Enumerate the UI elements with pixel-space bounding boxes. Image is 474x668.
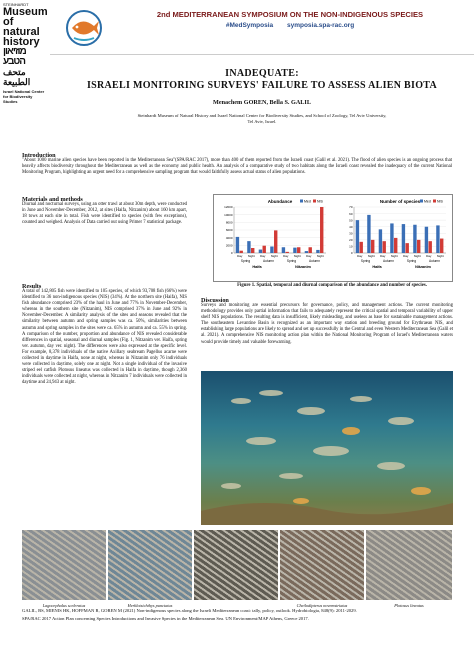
bar-nis xyxy=(383,241,386,253)
results-heading: Results xyxy=(22,283,42,290)
photo-caption: Plotosus lineatus xyxy=(394,603,424,608)
underwater-fish-photo xyxy=(201,371,453,525)
chart-title: Number of species xyxy=(379,199,421,204)
photo-cheilodipterus xyxy=(280,530,364,600)
x-tick-label: Day xyxy=(306,254,312,258)
x-tick-label: Day xyxy=(426,254,432,258)
bar-nis xyxy=(320,207,323,253)
y-tick-label: 0 xyxy=(230,251,233,256)
photo-caption: Lagocephalus sceleratus xyxy=(42,603,86,608)
x-tick-label: Night xyxy=(367,254,375,258)
x-tick-label: Night xyxy=(316,254,324,258)
photo-caption: Cheilodipterus novemstriatus xyxy=(296,603,348,608)
references xyxy=(22,608,452,624)
bar-nis xyxy=(251,248,254,253)
bar-med xyxy=(270,246,273,253)
legend-swatch xyxy=(300,200,303,203)
x-tick-label: Night xyxy=(413,254,421,258)
y-tick-label: 30 xyxy=(349,231,353,236)
introduction-text: "About 1000 marine alien species have been reported in the Mediterranean Sea"(SPA/RAC 2017), more than 400 of them reported from the Israeli coast (Galil et al. 2021). The flood of alien species is an ongoing process that heavily affects biodiversity throughout the Mediterranean as well as the economy and public health. An analysis of a comparative study of two habitats along the Israeli coast revealed the inadequacy of the current National Monitoring Program, highlighting an urgent need for a comprehensive sampling program that would faithfully assess actual status of alien populations. xyxy=(22,158,452,176)
season-label: Spring xyxy=(360,259,371,263)
bar-nis xyxy=(263,246,266,253)
site-label: Haifa xyxy=(372,265,382,269)
bar-med xyxy=(282,247,285,253)
photo-plotosus xyxy=(366,530,452,600)
photo-herklotsichthys xyxy=(108,530,192,600)
photo-lagocephalus xyxy=(22,530,106,600)
symposium-title: 2nd MEDITERRANEAN SYMPOSIUM ON THE NON-INDIGENOUS SPECIES xyxy=(156,10,424,19)
legend-label: NIS xyxy=(317,199,323,204)
bar-nis xyxy=(406,243,409,253)
site-label: Haifa xyxy=(252,265,262,269)
website-link[interactable]: symposia.spa-rac.org xyxy=(286,22,355,29)
bar-med xyxy=(390,223,393,253)
bar-nis xyxy=(440,239,443,253)
legend-label: Med xyxy=(304,199,311,204)
chart-title: Abundance xyxy=(267,199,293,204)
bar-nis xyxy=(429,241,432,253)
legend-swatch xyxy=(313,200,316,203)
reference-item: SPA/RAC 2017 Action Plan concerning Species Introductions and Invasive Species in the Mediterranean Sea. UN Environment/MAP Athens, Greece 2017. xyxy=(22,616,309,621)
bar-med xyxy=(367,215,370,253)
poster-title-line2: ISRAELI MONITORING SURVEYS' FAILURE TO ASSESS ALIEN BIOTA xyxy=(86,80,438,91)
y-tick-label: 70 xyxy=(349,205,353,210)
x-tick-label: Night xyxy=(390,254,398,258)
season-label: Autumn xyxy=(309,259,320,263)
y-tick-label: 20 xyxy=(349,238,353,243)
legend-swatch xyxy=(433,200,436,203)
x-tick-label: Day xyxy=(357,254,363,258)
bar-med xyxy=(316,250,319,253)
hashtag-link[interactable]: #MedSymposia xyxy=(225,22,274,29)
photo-caption: Herklotsichthys punctatus xyxy=(127,603,173,608)
bar-nis xyxy=(371,240,374,253)
y-tick-label: 6000 xyxy=(225,228,233,233)
x-tick-label: Night xyxy=(436,254,444,258)
bar-nis xyxy=(297,247,300,253)
bar-nis xyxy=(394,238,397,253)
reference-item: GALIL, BS, MIENIS HK, HOFFMAN R, GOREN M (2021) Non-indigenous species along the Israeli Mediterranean coast: tally, policy, outlook. Hydrobiologia, 848(9): 2011-2029. xyxy=(22,608,357,613)
poster-title-line1: INADEQUATE: xyxy=(225,68,299,79)
figure-caption: Figure 1. Spatial, temporal and diurnal comparison of the abundance and number of species. xyxy=(237,283,427,288)
season-label: Spring xyxy=(240,259,251,263)
bar-nis xyxy=(360,242,363,253)
legend-label: Med xyxy=(424,199,431,204)
y-tick-label: 2000 xyxy=(225,243,233,248)
symposium-links xyxy=(110,22,470,29)
affiliation: Steinhardt Museum of Natural History and Israel National Center for Biodiversity Studies, and School of Zoology, Tel Aviv University, Tel Aviv, Israel. xyxy=(137,113,387,124)
x-tick-label: Day xyxy=(283,254,289,258)
photo-catch xyxy=(194,530,278,600)
bar-med xyxy=(436,225,439,253)
species-photos xyxy=(22,530,452,608)
introduction-heading: Introduction xyxy=(22,152,56,159)
y-tick-label: 4000 xyxy=(225,235,233,240)
figure-1-svg xyxy=(214,195,452,281)
bar-med xyxy=(247,241,250,253)
bar-nis xyxy=(309,247,312,253)
bar-med xyxy=(305,251,308,253)
x-tick-label: Day xyxy=(380,254,386,258)
site-label: Nitzanim xyxy=(295,265,311,269)
bar-med xyxy=(379,229,382,253)
y-tick-label: 50 xyxy=(349,218,353,223)
discussion-heading: Discussion xyxy=(201,297,229,304)
x-tick-label: Night xyxy=(247,254,255,258)
bar-med xyxy=(402,224,405,253)
header-divider xyxy=(50,54,474,55)
materials-text: Diurnal and nocturnal surveys, using an otter trawl at about 30m depth, were conducted in June and November-December, 2012, at sites (Haifa, Nitzanim) about 160 km apart, 18 tows at each site in total. Fish were identified to species (with few exceptions), counted and weighed. Analysis of Data carried out using Primer 7 statistical package. xyxy=(22,202,187,226)
museum-logo: STEINHARDT Museum of natural history מוזיאון הטבע متحف الطبيعة Israel National Center for Biodiversity Studies xyxy=(3,2,48,104)
authors: Menachem GOREN, Bella S. GALIL xyxy=(213,99,311,106)
y-tick-label: 10000 xyxy=(224,212,233,217)
bar-med xyxy=(236,237,239,253)
x-tick-label: Night xyxy=(293,254,301,258)
materials-heading: Materials and methods xyxy=(22,196,83,203)
site-label: Nitzanim xyxy=(415,265,431,269)
season-label: Spring xyxy=(406,259,417,263)
bar-med xyxy=(425,227,428,253)
bar-nis xyxy=(274,230,277,253)
x-tick-label: Night xyxy=(270,254,278,258)
bar-nis xyxy=(417,240,420,253)
bar-med xyxy=(293,248,296,253)
bar-nis xyxy=(240,251,243,253)
y-tick-label: 12000 xyxy=(224,205,233,210)
symposium-fish-logo-icon xyxy=(64,8,104,48)
bar-med xyxy=(259,250,262,253)
x-tick-label: Day xyxy=(260,254,266,258)
season-label: Spring xyxy=(286,259,297,263)
results-text: A total of 142,805 fish were identified to 105 species, of which 93,708 fish (66%) were identified to 36 non-indigenous species (NIS) (34%). At the northern site (Haifa), NIS fish abundance comprised 23% of the haul in June and 77% in November-December, whereas in the southern site (Nitzanim), NIS comprised 37% in June and 92% in November-December. A similarity analysis of the sites and seasons revealed that the similarity between autumn and spring samples was ca. 50%, similarities between autumn and spring samples in the sites were ca. 65% in autumn and ca. 55% in spring. A comparison of the number, proportion and abundance of NIS revealed considerable differences in spatial, seasonal and diurnal samples (Fig. 1, Nitzanim ver. Haifa, spring ver. autumn, day ver. night). The differences were also expressed at the specific level. For example, 8,378 individuals of the native Axillary seabream Pagellus acarne were collected in daytime in Haifa, none at night, whereas in Nitzanim only 76 individuals were collected in daytime, solely one at night. Not a single individual of the invasive striped eel catfish Plotosus lineatus was collected in Haifa in daytime, though 2,360 individuals were collected at night, whereas in Nitzanim 7 individuals were collected in daytime and 24,943 at night. xyxy=(22,289,187,386)
season-label: Autumn xyxy=(429,259,440,263)
season-label: Autumn xyxy=(383,259,394,263)
y-tick-label: 40 xyxy=(349,224,353,229)
season-label: Autumn xyxy=(263,259,274,263)
legend-swatch xyxy=(420,200,423,203)
y-tick-label: 0 xyxy=(350,251,353,256)
y-tick-label: 8000 xyxy=(225,220,233,225)
bar-nis xyxy=(286,252,289,253)
x-tick-label: Day xyxy=(403,254,409,258)
x-tick-label: Day xyxy=(237,254,243,258)
y-tick-label: 10 xyxy=(349,244,353,249)
y-tick-label: 60 xyxy=(349,211,353,216)
figure-1-chart xyxy=(213,194,453,282)
discussion-text: Surveys and monitoring are essential precursors for governance, policy, and management actions. The current monitoring methodology provides only partial information that fails to adequately represent the critical spatial and temporal variability of upper shelf NIS populations. The resulting data is insufficient, likely misleading, and useless as base for sustainable management actions. The southeastern Levantine Basin is recognized as an important way station and breeding ground for Erythraean NIS, and establishing large populations are likely to spread and set up successfully in the Central and even Western Mediterranean Sea (Galil et al. 2021). A comprehensive NIS monitoring action plan within the National Monitoring Program of Israel's Mediterranean waters would provide timely and valuable forewarning. xyxy=(201,303,453,345)
bar-med xyxy=(413,225,416,253)
legend-label: NIS xyxy=(437,199,443,204)
bar-med xyxy=(356,220,359,253)
